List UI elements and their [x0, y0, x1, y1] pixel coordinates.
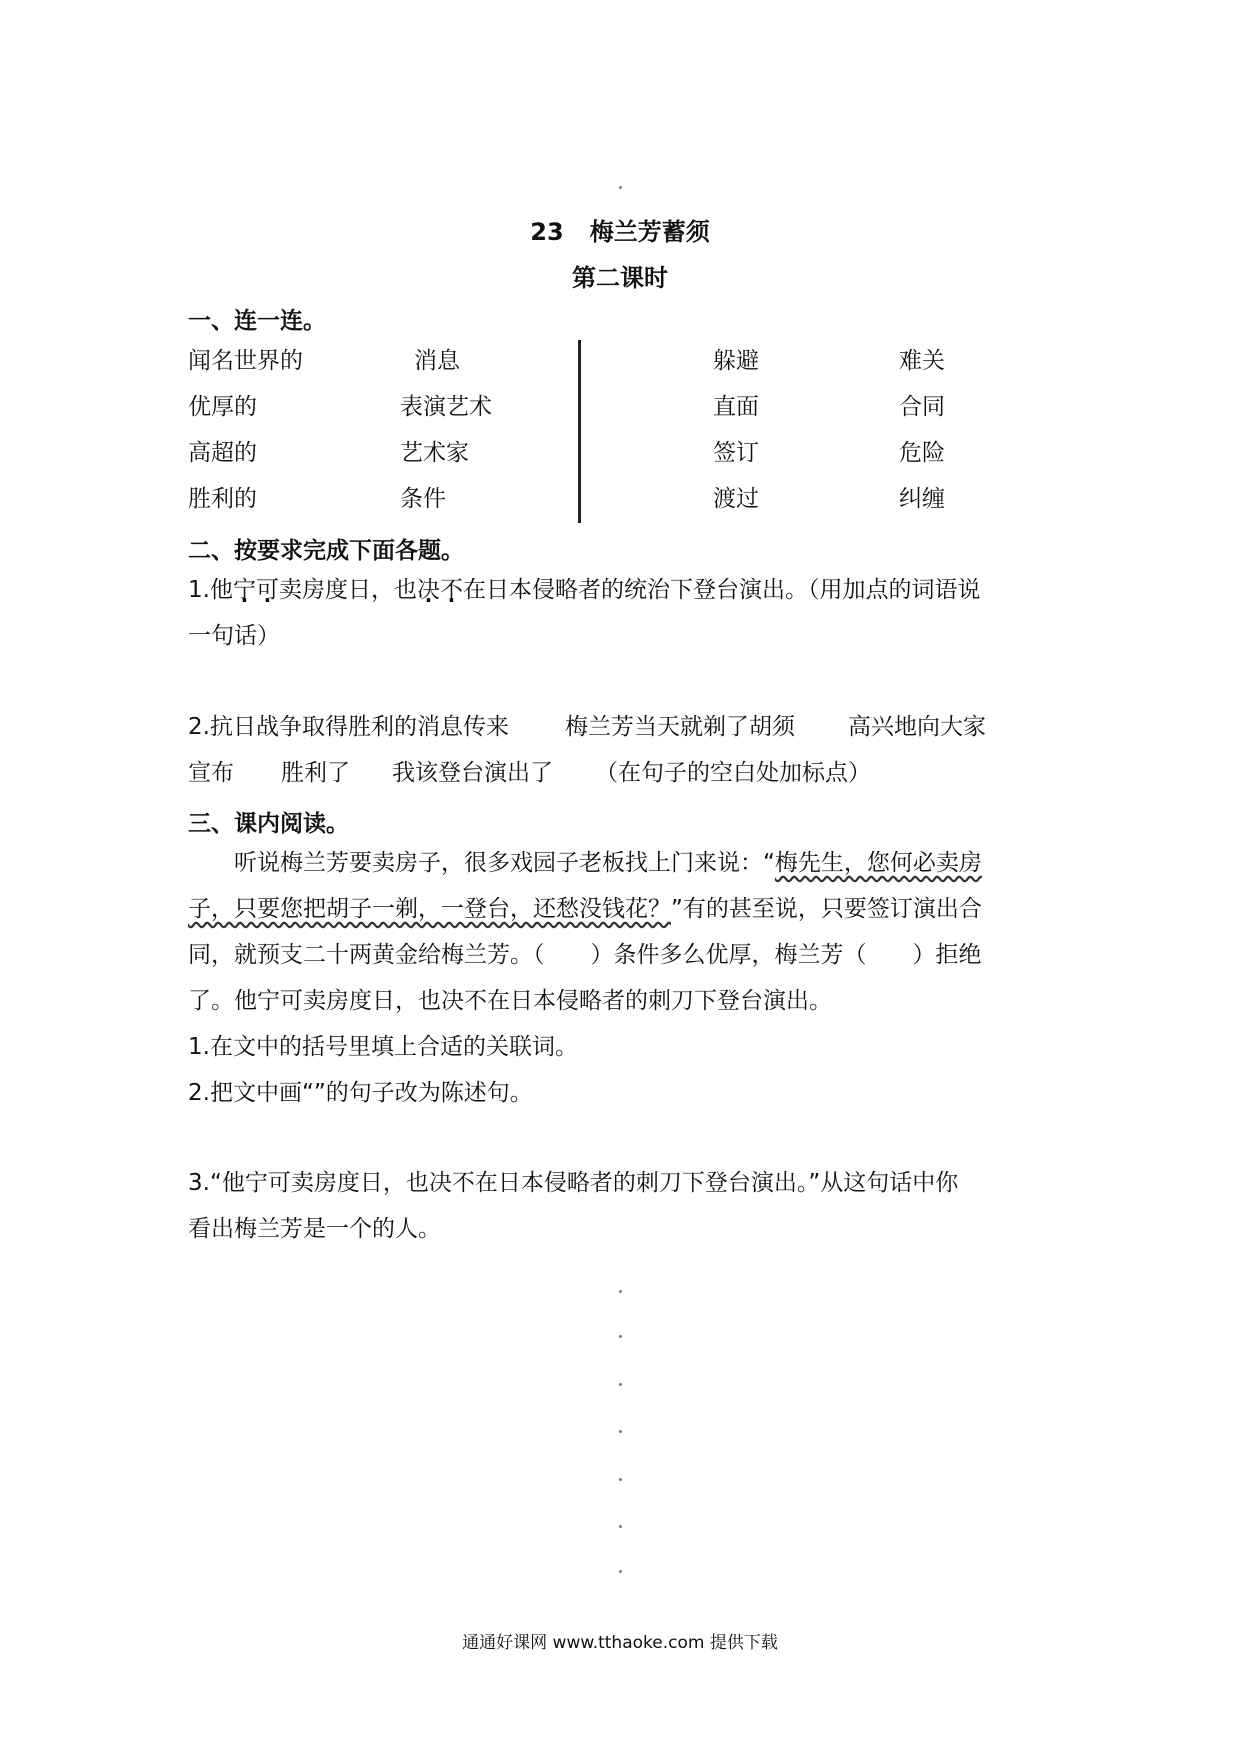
section1-heading: 一、连一连。 [188, 308, 326, 334]
lesson-name: 梅兰芳蓄须 [589, 218, 710, 246]
passage-line [188, 840, 1058, 886]
section3-heading: 三、课内阅读。 [188, 811, 349, 837]
text-run: 胜利了 [281, 760, 350, 786]
match-item: 危险 [899, 440, 945, 466]
passage-line: 了。他宁可卖房度日，也决不在日本侵略者的刺刀下登台演出。 [188, 988, 832, 1014]
text-run: （在句子的空白处加标点） [595, 760, 871, 786]
match-item: 艺术家 [400, 440, 469, 466]
scan-dot [619, 1570, 622, 1573]
scan-dot [619, 1383, 622, 1386]
match-item: 纠缠 [899, 486, 945, 512]
lesson-period: 第二课时 [572, 264, 668, 292]
passage-line: 同，就预支二十两黄金给梅兰芳。（ ）条件多么优厚，梅兰芳（ ）拒绝 [188, 942, 982, 968]
text-run: 梅兰芳当天就剃了胡须 [564, 714, 795, 740]
match-right-col2 [899, 338, 945, 522]
text-run: 1.他 [188, 577, 233, 603]
match-item: 闻名世界的 [188, 348, 303, 374]
text-run: ”有的甚至说，只要签订演出合 [671, 896, 982, 922]
reading-question-1: 1.在文中的括号里填上合适的关联词。 [188, 1034, 578, 1060]
question1-line1 [188, 567, 1058, 613]
reading-passage [188, 840, 1058, 1024]
reading-question-2: 2.把文中画“”的句子改为陈述句。 [188, 1080, 533, 1106]
passage-line [188, 886, 1058, 932]
match-item: 签订 [713, 440, 759, 466]
dotted-char: 可 [255, 577, 279, 603]
question2-line2 [188, 750, 1058, 796]
match-item: 表演艺术 [400, 394, 492, 420]
match-item: 直面 [713, 394, 759, 420]
match-item: 胜利的 [188, 486, 257, 512]
match-item: 难关 [899, 348, 945, 374]
match-left-col1 [188, 338, 303, 522]
match-item: 躲避 [713, 348, 759, 374]
scan-dot [619, 1290, 622, 1293]
text-run: 听说梅兰芳要卖房子，很多戏园子老板找上门来说：“ [234, 850, 775, 876]
match-item: 合同 [899, 394, 945, 420]
footer-text: 通通好课网 www.tthaoke.com 提供下载 [462, 1633, 778, 1653]
wavy-underlined-text: 梅先生，您何必卖房 [774, 850, 982, 876]
section2-question1 [188, 567, 1058, 659]
match-item: 条件 [400, 486, 446, 512]
match-right-col1 [713, 338, 759, 522]
text-run: 卖房度日，也 [278, 577, 417, 603]
question1-line2: 一句话） [188, 623, 280, 649]
scan-dot [619, 1430, 622, 1433]
scan-dot [619, 1525, 622, 1528]
match-item: 优厚的 [188, 394, 257, 420]
section2-question2 [188, 704, 1058, 796]
column-divider [578, 340, 581, 523]
scan-dot [619, 1478, 622, 1481]
section2-heading: 二、按要求完成下面各题。 [188, 538, 464, 564]
lesson-number: 23 [530, 218, 564, 246]
section3-questions [188, 1024, 1058, 1116]
text-run: 我该登台演出了 [392, 760, 553, 786]
match-left-col2 [400, 338, 492, 522]
match-item: 渡过 [713, 486, 759, 512]
text-run: 宣布 [188, 760, 234, 786]
scan-dot [619, 186, 622, 189]
question3-line1: 3.“他宁可卖房度日，也决不在日本侵略者的刺刀下登台演出。”从这句话中你 [188, 1170, 959, 1196]
wavy-underlined-text: 子，只要您把胡子一剃，一登台，还愁没钱花？ [188, 896, 671, 922]
match-item: 消息 [414, 348, 460, 374]
dotted-char: 不 [439, 577, 463, 603]
lesson-title [0, 212, 1240, 247]
scan-dot [619, 1335, 622, 1338]
dotted-char: 决 [416, 577, 440, 603]
question3-line2: 看出梅兰芳是一个的人。 [188, 1216, 441, 1242]
match-item: 高超的 [188, 440, 257, 466]
text-run: 在日本侵略者的统治下登台演出。（用加点的词语说 [462, 577, 981, 603]
text-run: 2.抗日战争取得胜利的消息传来 [188, 714, 509, 740]
reading-question-3 [188, 1160, 1058, 1252]
text-run: 高兴地向大家 [847, 714, 986, 740]
dotted-char: 宁 [232, 577, 256, 603]
question2-line1 [188, 704, 1058, 750]
